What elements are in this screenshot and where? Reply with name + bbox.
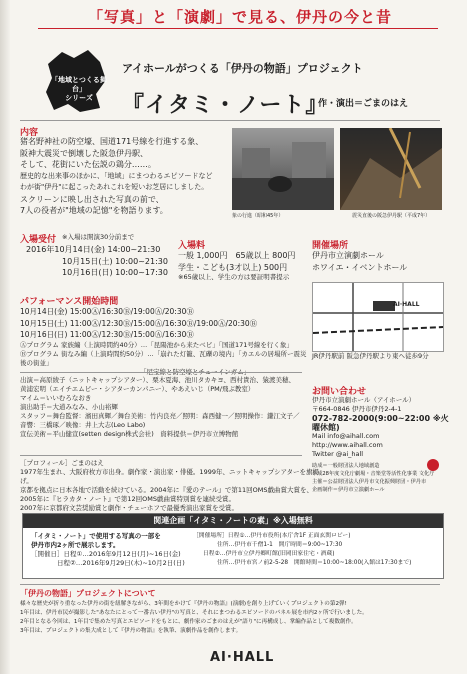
contact-line: http://www.aihall.com: [312, 441, 383, 449]
related-line: 日程②…伊丹市立伊丹郷町館(旧岡田家住宅・酒蔵): [203, 551, 335, 557]
content-line: わが街"伊丹"に起こったあれこれを短いお芝居にしました。: [20, 183, 209, 191]
related-line: ［開催場所］日程①…伊丹市役所(本庁舎1F 正面玄関ロビー): [193, 533, 351, 539]
content-line: そして、花街にいた伝説の鶏分……。: [20, 160, 156, 169]
related-line: 伊丹市内2ヶ所で展示します。: [31, 541, 120, 549]
venue-text: [312, 250, 407, 273]
reception-heading: 入場受付: [20, 235, 57, 245]
related-event-box: [22, 513, 444, 579]
performance-line: 10月14日(金) 15:00Ⓐ/16:30Ⓑ/19:00Ⓐ/20:30Ⓑ: [20, 307, 194, 316]
access-map: [312, 282, 444, 352]
director-credit: 作・演出＝ごまのはえ: [318, 99, 409, 109]
series-badge-line1: 「地域とつくる舞台」: [51, 76, 107, 93]
contact-info: [312, 396, 452, 459]
sponsor-line: 平成28年度文化庁劇場・音楽堂等活性化事業 文化庁: [312, 471, 435, 477]
about-line: 3年目は、プロジェクトの集大成として『伊丹の物語』を執筆、演劇作品を創作します。: [20, 628, 242, 634]
reception-date: 2016年10月14日(金) 14:00~21:30: [26, 245, 161, 254]
reception-date: 10月16日(日) 10:00~17:30: [62, 268, 168, 277]
credit-line: 出演＝高原綾子（ニットキャップシアター）、栗木夏海、池川タカキヨ、西村貴治、猿渡美穂、: [20, 376, 296, 384]
credit-line: マイム＝いいむろなおき: [20, 394, 92, 402]
content-line: 阪神大震災で倒壊した阪急伊丹駅、: [20, 148, 148, 158]
program-a: Ⓐプログラム 家族編（上演時間約40分）…「昆陽池から来たベビ」「国道171号線を行く象」: [20, 340, 293, 349]
venue-line: 伊丹市立演劇ホール: [312, 251, 384, 260]
profile: [20, 459, 320, 513]
play-title: 『イタミ・ノート』: [122, 93, 329, 118]
related-line: 日程②…2016年9月29日(木)~10月2日(日): [57, 559, 185, 567]
credit-line: 黄浦宏明（エイチエムピー・シアターカンパニー）、やあえいじ（PM/飛ぶ教室）: [20, 385, 255, 393]
contact-phone: 072-782-2000(9:00~22:00 ※火曜休館): [312, 414, 449, 432]
performance-line: 10月15日(土) 11:00Ⓐ/12:30Ⓑ/15:00Ⓐ/16:30Ⓑ/19:00Ⓐ/20:30Ⓑ: [20, 318, 258, 328]
credit-line: スタッフ＝舞台監督：濱田真輝／舞台美術：竹内良亮／照明：森西健一／照明操作：鎌江文子／: [20, 412, 300, 420]
credit-line: 宣伝美術＝平山健宣(setten design株式会社) 資料提供＝伊丹市立博物館: [20, 430, 239, 438]
venue-line: ホワイエ・イベントホール: [312, 262, 408, 272]
project-name: アイホールがつくる「伊丹の物語」プロジェクト: [122, 62, 363, 75]
about-line: 2年目となる今回は、1年目で集めた写真とエピソードをもとに、劇作家のごまのはえが"語り"に再構成し、掌編作品として複数創作。: [20, 619, 357, 625]
fee-heading: 入場料: [178, 241, 206, 251]
photo2-caption: 震災直後の阪急伊丹駅（平成7年）: [352, 213, 431, 219]
profile-line: 2005年に『ヒラカタ・ノート』で第12回OMS戯曲賞特別賞を連続受賞。: [20, 495, 235, 503]
related-line: 住所…伊丹市千僧1-1 開庁時間＝9:00~17:30: [217, 542, 343, 548]
content-text: [20, 136, 240, 217]
profile-line: ［プロフィール］ごまのはえ: [20, 459, 104, 467]
elephant-parade-photo: [232, 128, 334, 210]
performance-line: 10月16日(日) 11:00Ⓐ/12:30Ⓑ/15:00Ⓐ/16:30Ⓑ: [20, 330, 194, 339]
sponsor-line: 助成＝一般財団法人地域創造: [312, 463, 380, 469]
about-heading: 「伊丹の物語」プロジェクトについて: [20, 589, 156, 598]
divider: [20, 584, 440, 585]
content-line: スクリーンに映し出された写真の前で、: [20, 194, 164, 204]
series-badge-line2: シリーズ: [65, 94, 93, 102]
contact-line: Mail info@aihall.com: [312, 432, 380, 440]
divider: [20, 120, 440, 121]
credit-line: 音響：三橋琢／映像：井上大志(Leo Labo): [20, 421, 146, 429]
headline: 「写真」と「演劇」で見る、伊丹の今と昔: [87, 8, 392, 26]
about-text: [20, 600, 450, 636]
contact-heading: お問い合わせ: [312, 387, 367, 397]
reception-dates: [26, 244, 168, 279]
program-b: Ⓑプログラム 街なみ編（上演時間約50分）…「崩れた灯籠、瓦礫の境内」「カエルの居場所ー震災後の街並」: [20, 349, 307, 367]
contact-line: 伊丹市立演劇ホール（アイホール）: [312, 396, 416, 404]
fee-line: 学生・こども(3才以上) 500円: [178, 262, 288, 272]
reception-note: ※入場は開演30分前まで: [62, 233, 135, 241]
contact-line: 〒664-0846 伊丹市伊丹2-4-1: [312, 405, 402, 413]
sponsors: [312, 462, 436, 494]
footer-logo: AI·HALL: [210, 650, 275, 665]
divider: [20, 455, 302, 456]
content-line: 歴史的な出来事のほかに、「地域」にまつわるエピソードなど: [20, 171, 213, 180]
divider: [20, 372, 302, 373]
related-line: 「イタミ・ノート」で使用する写真の一部を: [31, 532, 161, 540]
related-line: ［開催日］日程①…2016年9月12日(月)~16日(金): [31, 550, 181, 558]
content-line: 猪名野神社の防空壕、国道171号線を行進する象、: [20, 137, 204, 146]
content-heading: 内容: [20, 128, 39, 138]
series-badge: [50, 76, 108, 103]
related-event-title: 関連企画「イタミ・ノートの素」※入場無料: [23, 514, 443, 528]
credit-line: 演出助手＝大道みなみ、小山裕輝: [20, 403, 118, 411]
performance-heading: パフォーマンス開始時間: [20, 297, 119, 307]
profile-line: 2007年に京都府文芸奨励賞と劇作・チェーホフで最優秀演出家賞を受賞。: [20, 504, 239, 512]
access-text: JR伊丹駅前 阪急伊丹駅より東へ徒歩9分: [312, 352, 429, 360]
profile-line: 京都を拠点に日本各地で活動を続けている。2004年に『愛のテール』で第11回OMS戯曲賞大賞を、: [20, 486, 314, 494]
profile-line: 1977年生まれ、大阪府枚方市出身。劇作家・演出家・俳優。1999年、ニットキャップシアターを旗揚げ。: [20, 468, 319, 485]
performance-times: [20, 306, 310, 377]
venue-heading: 開催場所: [312, 241, 349, 251]
map-roads-icon: [313, 283, 443, 351]
contact-line: Twitter @ai_hall: [312, 450, 364, 458]
headline-rule: [38, 28, 438, 29]
fee-note: ※65歳以上、学生の方は要証明書提示: [178, 273, 290, 281]
photo1-caption: 象の行進（昭和45年）: [232, 213, 284, 219]
content-line: 7人の役者が"地域の記憶"を物語ります。: [20, 206, 168, 215]
related-left: [31, 532, 201, 568]
fee-text: [178, 250, 295, 282]
earthquake-station-photo: [340, 128, 442, 210]
related-line: 住所…伊丹市宮ノ前2-5-28 開館時間＝10:00~18:00(入館は17:30まで): [217, 560, 412, 566]
credits: [20, 376, 320, 439]
sponsor-line: 主催＝公益財団法人伊丹市文化振興財団・伊丹市: [312, 479, 427, 485]
about-line: 1年目は、伊丹市民が撮影した"あなたにとって一番古い伊丹"の写真と、それにまつわるエピソードのパネル展を市内2ヶ所で行いました。: [20, 610, 368, 616]
page-fold-shadow: [0, 0, 10, 674]
map-hall-label: AI·HALL: [393, 301, 420, 308]
photo-scene-icon: [232, 128, 334, 210]
related-right: [193, 532, 441, 568]
fee-line: 一般 1,000円 65歳以上 800円: [178, 251, 296, 260]
photo-scene-icon: [340, 128, 442, 210]
reception-date: 10月15日(土) 10:00~21:30: [62, 256, 168, 266]
about-line: 様々な歴史が折り重なった伊丹の街を紐解きながら、3年間をかけて『伊丹の物語』(演劇)を創り上げていくプロジェクトの第2弾!: [20, 601, 347, 607]
sponsor-line: 企画制作＝伊丹市立演劇ホール: [312, 487, 385, 493]
